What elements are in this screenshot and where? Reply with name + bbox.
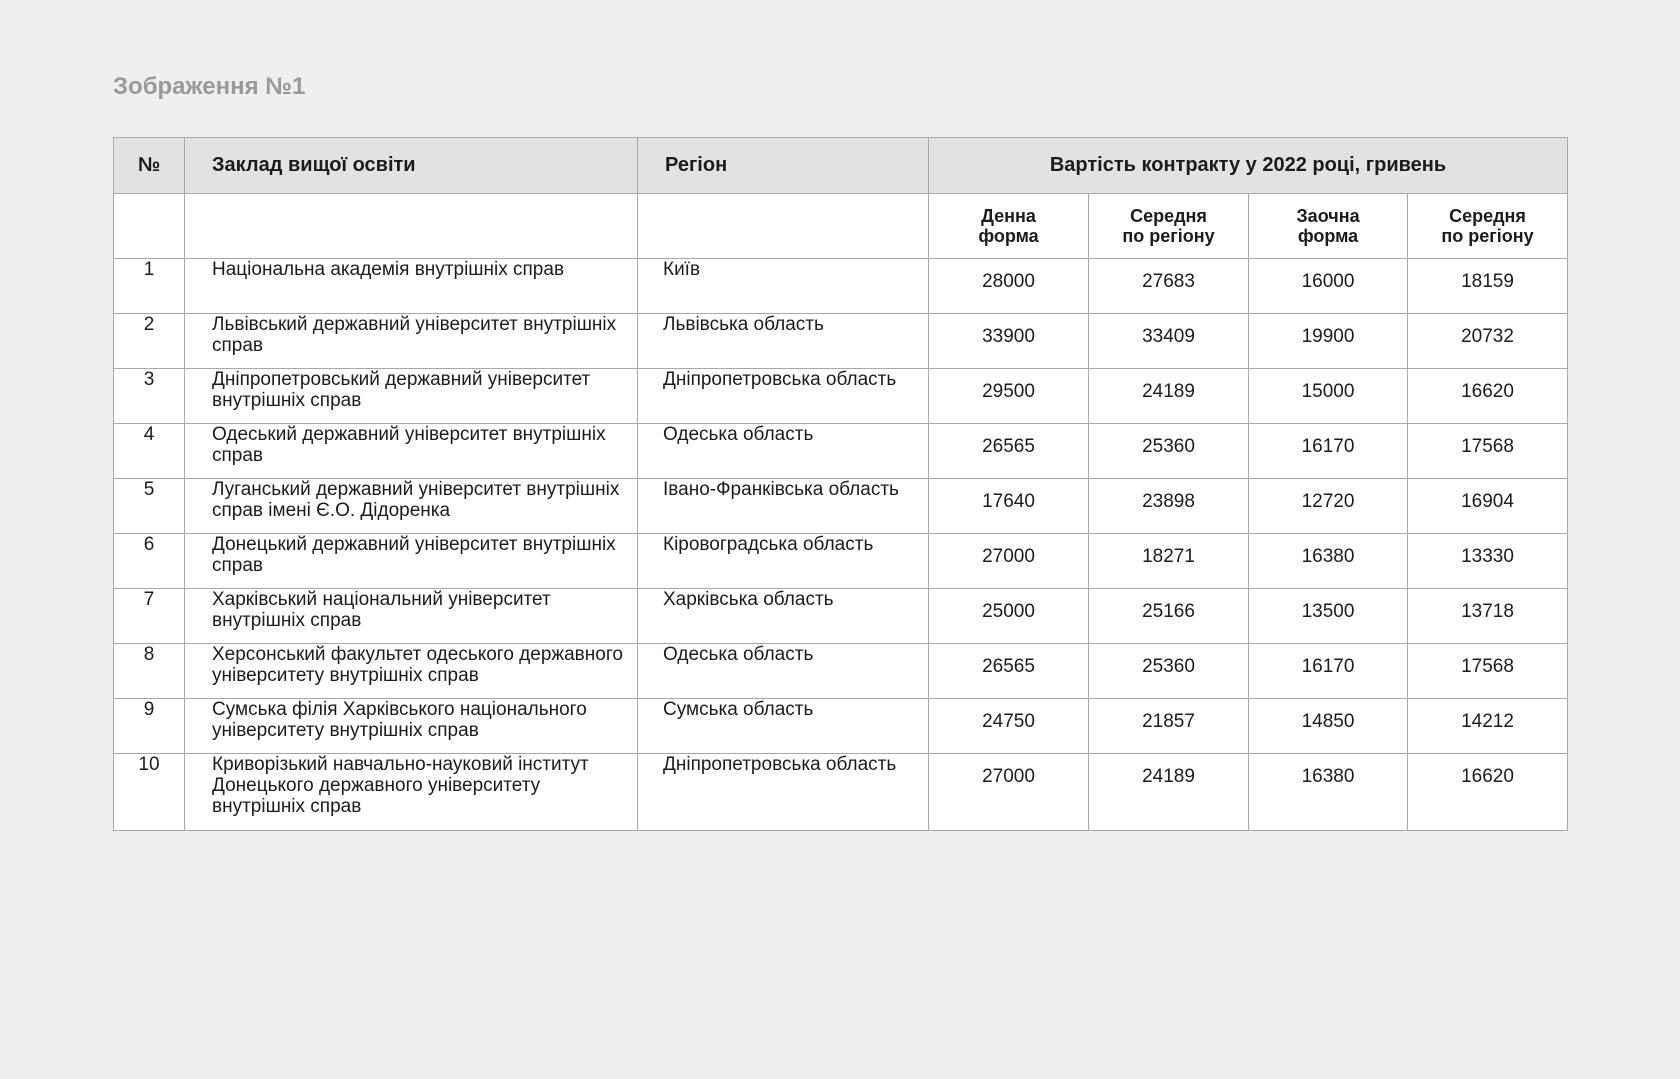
correspondence-form-cost: 19900 [1249,314,1408,369]
table-row [114,424,1568,479]
day-form-cost: 25000 [929,589,1089,644]
subheader-empty [638,194,929,259]
subheader-correspondence-region-average: Середня по регіону [1408,194,1568,259]
day-region-average: 23898 [1089,479,1249,534]
correspondence-region-average: 17568 [1408,644,1568,699]
row-number: 9 [114,699,185,754]
day-form-cost: 33900 [929,314,1089,369]
day-form-cost: 28000 [929,259,1089,314]
day-form-cost: 27000 [929,534,1089,589]
correspondence-region-average: 16904 [1408,479,1568,534]
institution-name: Львівський державний університет внутрішніх справ [185,314,638,369]
correspondence-form-cost: 16380 [1249,754,1408,831]
correspondence-region-average: 16620 [1408,754,1568,831]
table-row [114,589,1568,644]
day-region-average: 18271 [1089,534,1249,589]
correspondence-form-cost: 15000 [1249,369,1408,424]
correspondence-region-average: 20732 [1408,314,1568,369]
correspondence-form-cost: 13500 [1249,589,1408,644]
institution-name: Харківський національний університет внутрішніх справ [185,589,638,644]
row-number: 1 [114,259,185,314]
table-header-row [114,138,1568,194]
correspondence-form-cost: 12720 [1249,479,1408,534]
region-name: Одеська область [638,644,929,699]
institution-name: Херсонський факультет одеського державного університету внутрішніх справ [185,644,638,699]
correspondence-region-average: 13718 [1408,589,1568,644]
table-subheader-row [114,194,1568,259]
subheader-correspondence-form: Заочна форма [1249,194,1408,259]
row-number: 2 [114,314,185,369]
correspondence-region-average: 17568 [1408,424,1568,479]
correspondence-region-average: 18159 [1408,259,1568,314]
day-region-average: 33409 [1089,314,1249,369]
day-region-average: 21857 [1089,699,1249,754]
region-name: Кіровоградська область [638,534,929,589]
table-body [114,259,1568,831]
institution-name: Національна академія внутрішніх справ [185,259,638,314]
correspondence-form-cost: 16000 [1249,259,1408,314]
institution-name: Сумська філія Харківського національного університету внутрішніх справ [185,699,638,754]
institution-name: Луганський державний університет внутрішніх справ імені Є.О. Дідоренка [185,479,638,534]
table-row [114,369,1568,424]
institution-name: Криворізький навчально-науковий інститут Донецького державного університету внутрішніх справ [185,754,638,831]
day-form-cost: 17640 [929,479,1089,534]
region-name: Сумська область [638,699,929,754]
subheader-empty [185,194,638,259]
day-region-average: 25360 [1089,424,1249,479]
day-region-average: 27683 [1089,259,1249,314]
table-row [114,534,1568,589]
row-number: 6 [114,534,185,589]
header-region: Регіон [638,138,929,194]
subheader-empty [114,194,185,259]
table-row [114,754,1568,831]
correspondence-form-cost: 14850 [1249,699,1408,754]
day-form-cost: 26565 [929,644,1089,699]
day-form-cost: 24750 [929,699,1089,754]
row-number: 7 [114,589,185,644]
day-region-average: 24189 [1089,369,1249,424]
correspondence-region-average: 13330 [1408,534,1568,589]
day-form-cost: 29500 [929,369,1089,424]
table-row [114,644,1568,699]
institution-name: Донецький державний університет внутрішніх справ [185,534,638,589]
institution-name: Одеський державний університет внутрішніх справ [185,424,638,479]
table-row [114,314,1568,369]
region-name: Харківська область [638,589,929,644]
region-name: Одеська область [638,424,929,479]
row-number: 5 [114,479,185,534]
row-number: 10 [114,754,185,831]
table-row [114,479,1568,534]
correspondence-form-cost: 16170 [1249,644,1408,699]
page-title: Зображення №1 [113,73,306,100]
institution-name: Дніпропетровський державний університет внутрішніх справ [185,369,638,424]
region-name: Дніпропетровська область [638,369,929,424]
contracts-table [113,137,1568,831]
region-name: Львівська область [638,314,929,369]
day-form-cost: 27000 [929,754,1089,831]
day-region-average: 25166 [1089,589,1249,644]
row-number: 4 [114,424,185,479]
correspondence-region-average: 14212 [1408,699,1568,754]
header-institution: Заклад вищої освіти [185,138,638,194]
row-number: 3 [114,369,185,424]
region-name: Київ [638,259,929,314]
subheader-day-region-average: Середня по регіону [1089,194,1249,259]
day-region-average: 25360 [1089,644,1249,699]
header-number: № [114,138,185,194]
row-number: 8 [114,644,185,699]
region-name: Івано-Франківська область [638,479,929,534]
header-contract-cost: Вартість контракту у 2022 році, гривень [929,138,1568,194]
day-region-average: 24189 [1089,754,1249,831]
subheader-day-form: Денна форма [929,194,1089,259]
correspondence-form-cost: 16170 [1249,424,1408,479]
region-name: Дніпропетровська область [638,754,929,831]
day-form-cost: 26565 [929,424,1089,479]
correspondence-form-cost: 16380 [1249,534,1408,589]
correspondence-region-average: 16620 [1408,369,1568,424]
table-row [114,699,1568,754]
table-row [114,259,1568,314]
